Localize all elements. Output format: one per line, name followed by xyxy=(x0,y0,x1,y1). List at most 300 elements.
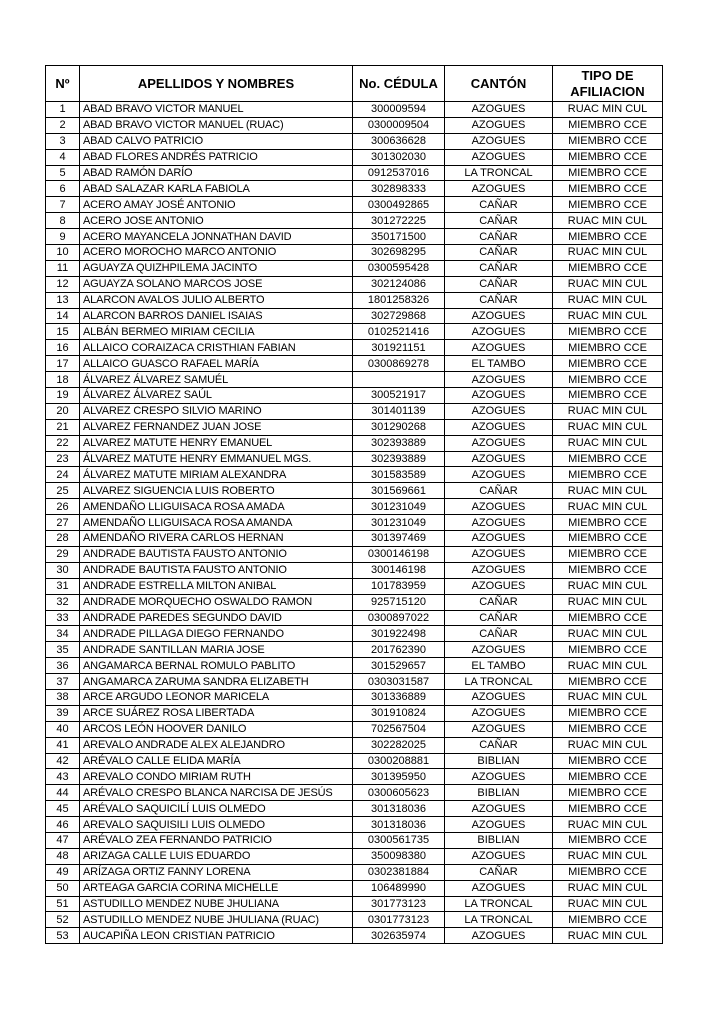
row-cedula: 301529657 xyxy=(353,658,445,674)
row-number: 12 xyxy=(46,276,80,292)
row-cedula: 301231049 xyxy=(353,515,445,531)
row-number: 34 xyxy=(46,626,80,642)
table-row xyxy=(46,276,663,292)
row-number: 27 xyxy=(46,515,80,531)
row-number: 3 xyxy=(46,133,80,149)
row-tipo: RUAC MIN CUL xyxy=(553,483,663,499)
row-cedula: 302393889 xyxy=(353,435,445,451)
row-cedula: 0301773123 xyxy=(353,912,445,928)
row-cedula: 0300595428 xyxy=(353,260,445,276)
row-number: 52 xyxy=(46,912,80,928)
table-row xyxy=(46,928,663,944)
row-tipo: MIEMBRO CCE xyxy=(553,753,663,769)
row-cedula: 300146198 xyxy=(353,562,445,578)
row-cedula: 0303031587 xyxy=(353,674,445,690)
row-name: ÁLVAREZ ÁLVAREZ SAÚL xyxy=(80,388,353,404)
row-tipo: RUAC MIN CUL xyxy=(553,896,663,912)
header-cedula: No. CÉDULA xyxy=(353,66,445,102)
row-cedula: 702567504 xyxy=(353,721,445,737)
row-tipo: MIEMBRO CCE xyxy=(553,531,663,547)
row-name: ABAD BRAVO VICTOR MANUEL (RUAC) xyxy=(80,117,353,133)
table-row xyxy=(46,626,663,642)
table-row xyxy=(46,801,663,817)
row-name: ARTEAGA GARCIA CORINA MICHELLE xyxy=(80,880,353,896)
table-row xyxy=(46,435,663,451)
row-tipo: MIEMBRO CCE xyxy=(553,832,663,848)
row-tipo: RUAC MIN CUL xyxy=(553,435,663,451)
table-row xyxy=(46,832,663,848)
row-canton: AZOGUES xyxy=(445,515,553,531)
row-canton: AZOGUES xyxy=(445,117,553,133)
row-name: ANGAMARCA ZARUMA SANDRA ELIZABETH xyxy=(80,674,353,690)
row-number: 47 xyxy=(46,832,80,848)
row-number: 38 xyxy=(46,689,80,705)
row-tipo: MIEMBRO CCE xyxy=(553,562,663,578)
table-row xyxy=(46,817,663,833)
table-row xyxy=(46,896,663,912)
row-tipo: MIEMBRO CCE xyxy=(553,515,663,531)
table-row xyxy=(46,419,663,435)
row-canton: AZOGUES xyxy=(445,403,553,419)
table-row xyxy=(46,372,663,388)
row-canton: CAÑAR xyxy=(445,213,553,229)
row-canton: AZOGUES xyxy=(445,705,553,721)
row-name: ABAD BRAVO VICTOR MANUEL xyxy=(80,102,353,118)
row-canton: AZOGUES xyxy=(445,689,553,705)
row-number: 24 xyxy=(46,467,80,483)
table-row xyxy=(46,340,663,356)
row-canton: CAÑAR xyxy=(445,594,553,610)
table-row xyxy=(46,848,663,864)
table-row xyxy=(46,594,663,610)
table-row xyxy=(46,864,663,880)
row-number: 7 xyxy=(46,197,80,213)
row-tipo: RUAC MIN CUL xyxy=(553,578,663,594)
row-cedula: 0300208881 xyxy=(353,753,445,769)
row-number: 39 xyxy=(46,705,80,721)
row-name: ALVAREZ FERNANDEZ JUAN JOSE xyxy=(80,419,353,435)
row-number: 14 xyxy=(46,308,80,324)
affiliates-table xyxy=(45,65,663,944)
row-name: ACERO AMAY JOSÉ ANTONIO xyxy=(80,197,353,213)
table-row xyxy=(46,499,663,515)
row-name: ABAD FLORES ANDRÉS PATRICIO xyxy=(80,149,353,165)
row-cedula: 0300009504 xyxy=(353,117,445,133)
row-cedula: 301922498 xyxy=(353,626,445,642)
row-cedula: 302393889 xyxy=(353,451,445,467)
row-number: 11 xyxy=(46,260,80,276)
table-row xyxy=(46,642,663,658)
row-cedula: 301401139 xyxy=(353,403,445,419)
table-row xyxy=(46,737,663,753)
row-canton: AZOGUES xyxy=(445,801,553,817)
table-row xyxy=(46,705,663,721)
table-row xyxy=(46,245,663,261)
row-canton: CAÑAR xyxy=(445,197,553,213)
row-number: 50 xyxy=(46,880,80,896)
row-tipo: RUAC MIN CUL xyxy=(553,292,663,308)
row-tipo: MIEMBRO CCE xyxy=(553,674,663,690)
table-row xyxy=(46,562,663,578)
row-canton: AZOGUES xyxy=(445,324,553,340)
row-name: ARÉVALO ZEA FERNANDO PATRICIO xyxy=(80,832,353,848)
row-canton: CAÑAR xyxy=(445,276,553,292)
row-name: ABAD SALAZAR KARLA FABIOLA xyxy=(80,181,353,197)
row-tipo: RUAC MIN CUL xyxy=(553,499,663,515)
table-row xyxy=(46,753,663,769)
header-canton: CANTÓN xyxy=(445,66,553,102)
row-canton: LA TRONCAL xyxy=(445,674,553,690)
row-number: 19 xyxy=(46,388,80,404)
row-number: 35 xyxy=(46,642,80,658)
row-canton: EL TAMBO xyxy=(445,356,553,372)
row-name: ALBÁN BERMEO MIRIAM CECILIA xyxy=(80,324,353,340)
table-row xyxy=(46,689,663,705)
row-name: ANDRADE MORQUECHO OSWALDO RAMON xyxy=(80,594,353,610)
table-header-row xyxy=(46,66,663,102)
row-number: 43 xyxy=(46,769,80,785)
row-canton: AZOGUES xyxy=(445,769,553,785)
row-name: ÁLVAREZ MATUTE HENRY EMMANUEL MGS. xyxy=(80,451,353,467)
row-name: ALVAREZ MATUTE HENRY EMANUEL xyxy=(80,435,353,451)
row-name: ARÉVALO CRESPO BLANCA NARCISA DE JESÚS xyxy=(80,785,353,801)
row-tipo: MIEMBRO CCE xyxy=(553,721,663,737)
row-name: ALLAICO CORAIZACA CRISTHIAN FABIAN xyxy=(80,340,353,356)
row-number: 4 xyxy=(46,149,80,165)
row-number: 30 xyxy=(46,562,80,578)
row-cedula: 301397469 xyxy=(353,531,445,547)
table-row xyxy=(46,880,663,896)
row-tipo: MIEMBRO CCE xyxy=(553,912,663,928)
row-number: 18 xyxy=(46,372,80,388)
row-canton: CAÑAR xyxy=(445,626,553,642)
row-number: 46 xyxy=(46,817,80,833)
row-cedula: 302898333 xyxy=(353,181,445,197)
row-tipo: RUAC MIN CUL xyxy=(553,213,663,229)
row-tipo: MIEMBRO CCE xyxy=(553,864,663,880)
row-number: 41 xyxy=(46,737,80,753)
row-tipo: MIEMBRO CCE xyxy=(553,165,663,181)
row-name: ÁLVAREZ ÁLVAREZ SAMUÉL xyxy=(80,372,353,388)
row-name: ANDRADE PILLAGA DIEGO FERNANDO xyxy=(80,626,353,642)
row-name: ALVAREZ SIGUENCIA LUIS ROBERTO xyxy=(80,483,353,499)
row-name: ARÍZAGA ORTIZ FANNY LORENA xyxy=(80,864,353,880)
row-name: AMENDAÑO LLIGUISACA ROSA AMADA xyxy=(80,499,353,515)
table-row xyxy=(46,229,663,245)
row-tipo: MIEMBRO CCE xyxy=(553,324,663,340)
table-row xyxy=(46,197,663,213)
row-number: 36 xyxy=(46,658,80,674)
row-tipo: MIEMBRO CCE xyxy=(553,372,663,388)
row-tipo: RUAC MIN CUL xyxy=(553,308,663,324)
table-row xyxy=(46,388,663,404)
row-canton: AZOGUES xyxy=(445,546,553,562)
row-cedula: 301302030 xyxy=(353,149,445,165)
row-tipo: MIEMBRO CCE xyxy=(553,769,663,785)
table-row xyxy=(46,785,663,801)
row-tipo: MIEMBRO CCE xyxy=(553,642,663,658)
row-tipo: RUAC MIN CUL xyxy=(553,419,663,435)
row-canton: AZOGUES xyxy=(445,880,553,896)
row-name: ABAD CALVO PATRICIO xyxy=(80,133,353,149)
row-canton: AZOGUES xyxy=(445,578,553,594)
row-tipo: RUAC MIN CUL xyxy=(553,626,663,642)
row-tipo: RUAC MIN CUL xyxy=(553,689,663,705)
table-row xyxy=(46,102,663,118)
row-canton: CAÑAR xyxy=(445,864,553,880)
row-name: ARÉVALO CALLE ELIDA MARÍA xyxy=(80,753,353,769)
row-name: AGUAYZA QUIZHPILEMA JACINTO xyxy=(80,260,353,276)
table-row xyxy=(46,181,663,197)
row-canton: LA TRONCAL xyxy=(445,165,553,181)
row-cedula: 301318036 xyxy=(353,801,445,817)
row-canton: AZOGUES xyxy=(445,149,553,165)
row-tipo: RUAC MIN CUL xyxy=(553,928,663,944)
row-tipo: RUAC MIN CUL xyxy=(553,658,663,674)
table-row xyxy=(46,578,663,594)
row-cedula: 0912537016 xyxy=(353,165,445,181)
table-row xyxy=(46,483,663,499)
row-tipo: RUAC MIN CUL xyxy=(553,403,663,419)
row-name: AREVALO ANDRADE ALEX ALEJANDRO xyxy=(80,737,353,753)
table-row xyxy=(46,769,663,785)
row-canton: AZOGUES xyxy=(445,817,553,833)
row-canton: AZOGUES xyxy=(445,721,553,737)
row-number: 26 xyxy=(46,499,80,515)
table-row xyxy=(46,546,663,562)
table-row xyxy=(46,308,663,324)
row-number: 16 xyxy=(46,340,80,356)
row-cedula: 0300869278 xyxy=(353,356,445,372)
row-canton: EL TAMBO xyxy=(445,658,553,674)
row-canton: AZOGUES xyxy=(445,133,553,149)
row-name: ANDRADE BAUTISTA FAUSTO ANTONIO xyxy=(80,562,353,578)
row-cedula: 301336889 xyxy=(353,689,445,705)
row-name: ARÉVALO SAQUICILÍ LUIS OLMEDO xyxy=(80,801,353,817)
table-row xyxy=(46,324,663,340)
row-canton: AZOGUES xyxy=(445,642,553,658)
row-name: ASTUDILLO MENDEZ NUBE JHULIANA (RUAC) xyxy=(80,912,353,928)
row-canton: AZOGUES xyxy=(445,340,553,356)
row-number: 37 xyxy=(46,674,80,690)
row-canton: AZOGUES xyxy=(445,467,553,483)
row-canton: LA TRONCAL xyxy=(445,912,553,928)
table-row xyxy=(46,658,663,674)
table-row xyxy=(46,451,663,467)
row-number: 6 xyxy=(46,181,80,197)
row-cedula: 301290268 xyxy=(353,419,445,435)
row-number: 45 xyxy=(46,801,80,817)
table-row xyxy=(46,292,663,308)
row-cedula: 301395950 xyxy=(353,769,445,785)
row-tipo: MIEMBRO CCE xyxy=(553,785,663,801)
row-number: 53 xyxy=(46,928,80,944)
row-cedula: 301272225 xyxy=(353,213,445,229)
row-name: AREVALO SAQUISILI LUIS OLMEDO xyxy=(80,817,353,833)
row-tipo: MIEMBRO CCE xyxy=(553,117,663,133)
row-tipo: RUAC MIN CUL xyxy=(553,737,663,753)
table-row xyxy=(46,213,663,229)
row-number: 48 xyxy=(46,848,80,864)
row-number: 31 xyxy=(46,578,80,594)
row-tipo: RUAC MIN CUL xyxy=(553,848,663,864)
row-number: 15 xyxy=(46,324,80,340)
row-canton: AZOGUES xyxy=(445,102,553,118)
row-cedula: 0300561735 xyxy=(353,832,445,848)
row-cedula: 0300897022 xyxy=(353,610,445,626)
row-number: 20 xyxy=(46,403,80,419)
table-row xyxy=(46,133,663,149)
row-cedula: 925715120 xyxy=(353,594,445,610)
row-name: ANGAMARCA BERNAL ROMULO PABLITO xyxy=(80,658,353,674)
row-number: 29 xyxy=(46,546,80,562)
row-tipo: MIEMBRO CCE xyxy=(553,356,663,372)
row-name: ACERO JOSE ANTONIO xyxy=(80,213,353,229)
row-cedula: 0300492865 xyxy=(353,197,445,213)
row-tipo: MIEMBRO CCE xyxy=(553,133,663,149)
table-row xyxy=(46,260,663,276)
row-canton: AZOGUES xyxy=(445,928,553,944)
row-number: 28 xyxy=(46,531,80,547)
row-canton: AZOGUES xyxy=(445,531,553,547)
row-cedula: 302282025 xyxy=(353,737,445,753)
row-name: ARCE SUÁREZ ROSA LIBERTADA xyxy=(80,705,353,721)
row-tipo: MIEMBRO CCE xyxy=(553,260,663,276)
row-canton: CAÑAR xyxy=(445,229,553,245)
row-canton: AZOGUES xyxy=(445,419,553,435)
row-canton: CAÑAR xyxy=(445,245,553,261)
row-name: ÁLVAREZ MATUTE MIRIAM ALEXANDRA xyxy=(80,467,353,483)
row-number: 2 xyxy=(46,117,80,133)
row-name: ACERO MAYANCELA JONNATHAN DAVID xyxy=(80,229,353,245)
row-name: ARCOS LEÓN HOOVER DANILO xyxy=(80,721,353,737)
row-name: ACERO MOROCHO MARCO ANTONIO xyxy=(80,245,353,261)
row-cedula: 201762390 xyxy=(353,642,445,658)
row-tipo: RUAC MIN CUL xyxy=(553,817,663,833)
row-cedula: 1801258326 xyxy=(353,292,445,308)
row-canton: AZOGUES xyxy=(445,388,553,404)
row-cedula: 301910824 xyxy=(353,705,445,721)
row-number: 5 xyxy=(46,165,80,181)
row-cedula: 301318036 xyxy=(353,817,445,833)
row-number: 10 xyxy=(46,245,80,261)
row-name: ANDRADE BAUTISTA FAUSTO ANTONIO xyxy=(80,546,353,562)
row-name: AMENDAÑO LLIGUISACA ROSA AMANDA xyxy=(80,515,353,531)
row-canton: AZOGUES xyxy=(445,451,553,467)
table-row xyxy=(46,117,663,133)
row-name: ANDRADE PAREDES SEGUNDO DAVID xyxy=(80,610,353,626)
row-name: ASTUDILLO MENDEZ NUBE JHULIANA xyxy=(80,896,353,912)
row-tipo: RUAC MIN CUL xyxy=(553,880,663,896)
row-cedula: 302124086 xyxy=(353,276,445,292)
row-tipo: MIEMBRO CCE xyxy=(553,197,663,213)
row-number: 9 xyxy=(46,229,80,245)
table-row xyxy=(46,721,663,737)
row-cedula: 0300146198 xyxy=(353,546,445,562)
row-cedula: 300636628 xyxy=(353,133,445,149)
row-number: 22 xyxy=(46,435,80,451)
row-canton: AZOGUES xyxy=(445,848,553,864)
row-name: ALVAREZ CRESPO SILVIO MARINO xyxy=(80,403,353,419)
row-number: 49 xyxy=(46,864,80,880)
row-canton: AZOGUES xyxy=(445,435,553,451)
row-name: ABAD RAMÓN DARÍO xyxy=(80,165,353,181)
row-number: 44 xyxy=(46,785,80,801)
table-row xyxy=(46,467,663,483)
table-row xyxy=(46,531,663,547)
row-name: AMENDAÑO RIVERA CARLOS HERNAN xyxy=(80,531,353,547)
row-name: ARIZAGA CALLE LUIS EDUARDO xyxy=(80,848,353,864)
row-tipo: MIEMBRO CCE xyxy=(553,181,663,197)
row-canton: AZOGUES xyxy=(445,499,553,515)
row-number: 8 xyxy=(46,213,80,229)
table-row xyxy=(46,403,663,419)
row-name: ALARCON BARROS DANIEL ISAIAS xyxy=(80,308,353,324)
row-cedula: 300009594 xyxy=(353,102,445,118)
table-row xyxy=(46,165,663,181)
row-number: 17 xyxy=(46,356,80,372)
row-cedula: 0300605623 xyxy=(353,785,445,801)
row-canton: BIBLIAN xyxy=(445,832,553,848)
row-number: 33 xyxy=(46,610,80,626)
row-tipo: RUAC MIN CUL xyxy=(553,276,663,292)
row-tipo: MIEMBRO CCE xyxy=(553,467,663,483)
row-name: ALARCON AVALOS JULIO ALBERTO xyxy=(80,292,353,308)
row-cedula: 101783959 xyxy=(353,578,445,594)
row-canton: AZOGUES xyxy=(445,372,553,388)
row-tipo: MIEMBRO CCE xyxy=(553,149,663,165)
row-number: 21 xyxy=(46,419,80,435)
row-tipo: MIEMBRO CCE xyxy=(553,229,663,245)
row-cedula: 300521917 xyxy=(353,388,445,404)
row-tipo: RUAC MIN CUL xyxy=(553,594,663,610)
header-name: APELLIDOS Y NOMBRES xyxy=(80,66,353,102)
row-cedula: 0102521416 xyxy=(353,324,445,340)
row-name: AREVALO CONDO MIRIAM RUTH xyxy=(80,769,353,785)
row-cedula: 350171500 xyxy=(353,229,445,245)
row-number: 42 xyxy=(46,753,80,769)
row-tipo: MIEMBRO CCE xyxy=(553,340,663,356)
table-row xyxy=(46,149,663,165)
row-number: 23 xyxy=(46,451,80,467)
row-tipo: MIEMBRO CCE xyxy=(553,546,663,562)
row-canton: CAÑAR xyxy=(445,610,553,626)
row-cedula: 302729868 xyxy=(353,308,445,324)
row-tipo: MIEMBRO CCE xyxy=(553,801,663,817)
row-cedula xyxy=(353,372,445,388)
table-row xyxy=(46,356,663,372)
row-number: 25 xyxy=(46,483,80,499)
row-cedula: 0302381884 xyxy=(353,864,445,880)
row-number: 40 xyxy=(46,721,80,737)
header-number: Nº xyxy=(46,66,80,102)
row-canton: CAÑAR xyxy=(445,260,553,276)
row-canton: BIBLIAN xyxy=(445,785,553,801)
table-row xyxy=(46,515,663,531)
row-tipo: RUAC MIN CUL xyxy=(553,245,663,261)
row-canton: AZOGUES xyxy=(445,308,553,324)
table-row xyxy=(46,674,663,690)
row-canton: LA TRONCAL xyxy=(445,896,553,912)
header-tipo: TIPO DE AFILIACION xyxy=(553,66,663,102)
row-number: 32 xyxy=(46,594,80,610)
row-cedula: 106489990 xyxy=(353,880,445,896)
row-canton: CAÑAR xyxy=(445,483,553,499)
row-canton: BIBLIAN xyxy=(445,753,553,769)
row-tipo: RUAC MIN CUL xyxy=(553,102,663,118)
row-cedula: 350098380 xyxy=(353,848,445,864)
row-tipo: MIEMBRO CCE xyxy=(553,610,663,626)
